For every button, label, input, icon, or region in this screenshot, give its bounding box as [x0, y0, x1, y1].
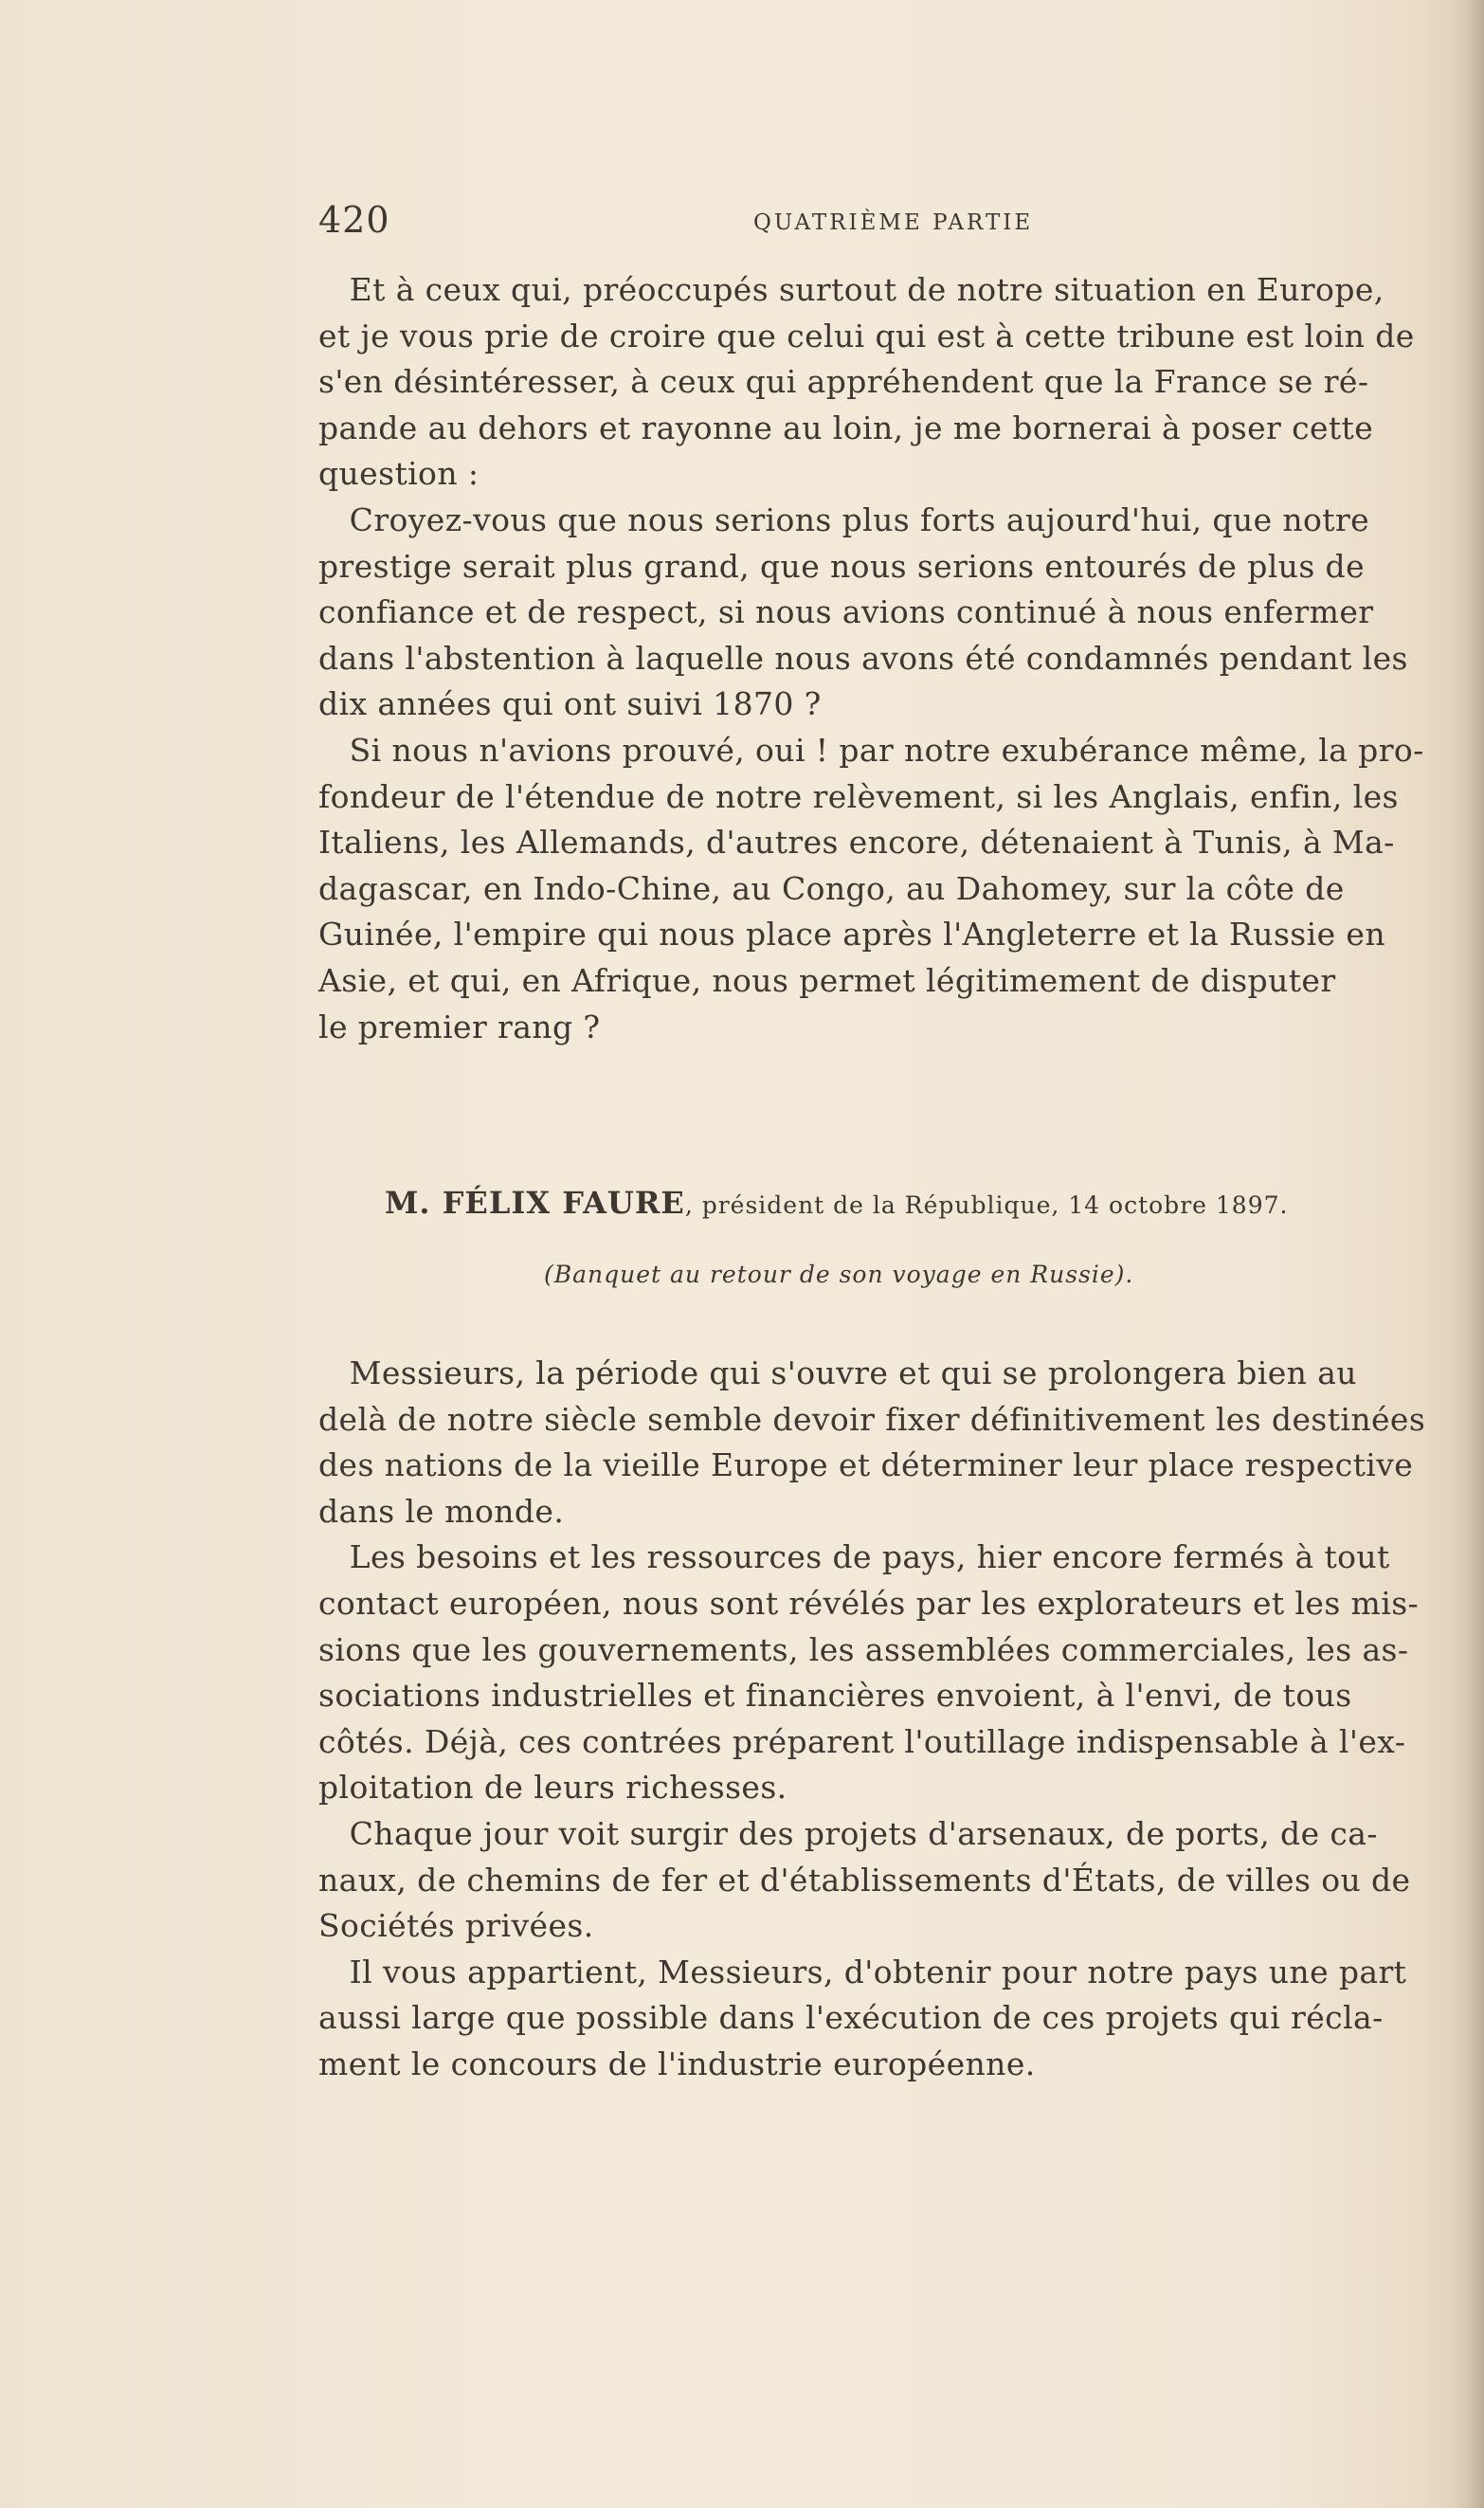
text-line: pande au dehors et rayonne au loin, je me bornerai à poser cette	[318, 409, 1374, 446]
text-line: dans le monde.	[318, 1492, 565, 1530]
text-line: Il vous appartient, Messieurs, d'obtenir pour notre pays une part	[318, 1953, 1407, 1990]
text-line: naux, de chemins de fer et d'établissements d'États, de villes ou de	[318, 1861, 1411, 1899]
text-line: delà de notre siècle semble devoir fixer définitivement les destinées	[318, 1400, 1426, 1438]
text-line: prestige serait plus grand, que nous serions entourés de plus de	[318, 547, 1366, 585]
text-line: Et à ceux qui, préoccupés surtout de notre situation en Europe,	[318, 271, 1384, 308]
text-line: question :	[318, 455, 480, 493]
text-line: Messieurs, la période qui s'ouvre et qui se prolongera bien au	[318, 1354, 1357, 1391]
speech-occasion: (Banquet au retour de son voyage en Russie).	[544, 1261, 1134, 1288]
text-line: ment le concours de l'industrie européenne.	[318, 2045, 1036, 2082]
speech-excerpt-1	[318, 267, 1424, 1050]
speaker-title-date: , président de la République, 14 octobre 1897.	[684, 1191, 1289, 1219]
speaker-name: M. FÉLIX FAURE	[385, 1185, 685, 1221]
text-line: s'en désintéresser, à ceux qui appréhendent que la France se ré-	[318, 363, 1369, 401]
text-line: dans l'abstention à laquelle nous avons été condamnés pendant les	[318, 639, 1408, 677]
text-line: fondeur de l'étendue de notre relèvement, si les Anglais, enfin, les	[318, 777, 1399, 815]
text-line: et je vous prie de croire que celui qui est à cette tribune est loin de	[318, 317, 1415, 354]
text-line: le premier rang ?	[318, 1008, 601, 1045]
text-line: Guinée, l'empire qui nous place après l'Angleterre et la Russie en	[318, 916, 1385, 954]
page-number: 420	[318, 199, 390, 241]
speech-excerpt-2	[318, 1351, 1425, 2088]
text-line: Si nous n'avions prouvé, oui ! par notre exubérance même, la pro-	[318, 731, 1424, 769]
text-line: dix années qui ont suivi 1870 ?	[318, 685, 822, 723]
page-edge-shadow	[1452, 0, 1484, 2508]
text-line: dagascar, en Indo-Chine, au Congo, au Dahomey, sur la côte de	[318, 869, 1345, 907]
text-line: Croyez-vous que nous serions plus forts aujourd'hui, que notre	[318, 500, 1370, 538]
text-line: côtés. Déjà, ces contrées préparent l'outillage indispensable à l'ex-	[318, 1722, 1406, 1760]
text-line: sions que les gouvernements, les assemblées commerciales, les as-	[318, 1630, 1409, 1668]
text-line: ploitation de leurs richesses.	[318, 1769, 787, 1807]
running-head: QUATRIÈME PARTIE	[753, 210, 1034, 235]
text-line: Asie, et qui, en Afrique, nous permet légitimement de disputer	[318, 961, 1336, 999]
text-line: Les besoins et les ressources de pays, hier encore fermés à tout	[318, 1538, 1390, 1576]
text-line: sociations industrielles et financières envoient, à l'envi, de tous	[318, 1677, 1352, 1715]
text-line: aussi large que possible dans l'exécution de ces projets qui récla-	[318, 1999, 1384, 2037]
text-line: contact européen, nous sont révélés par les explorateurs et les mis-	[318, 1584, 1420, 1622]
speech-heading	[385, 1185, 1288, 1221]
text-line: Chaque jour voit surgir des projets d'arsenaux, de ports, de ca-	[318, 1814, 1378, 1852]
text-line: confiance et de respect, si nous avions continué à nous enfermer	[318, 593, 1374, 631]
text-line: Sociétés privées.	[318, 1907, 594, 1945]
text-line: des nations de la vieille Europe et déterminer leur place respective	[318, 1446, 1414, 1484]
text-line: Italiens, les Allemands, d'autres encore, détenaient à Tunis, à Ma-	[318, 824, 1395, 862]
